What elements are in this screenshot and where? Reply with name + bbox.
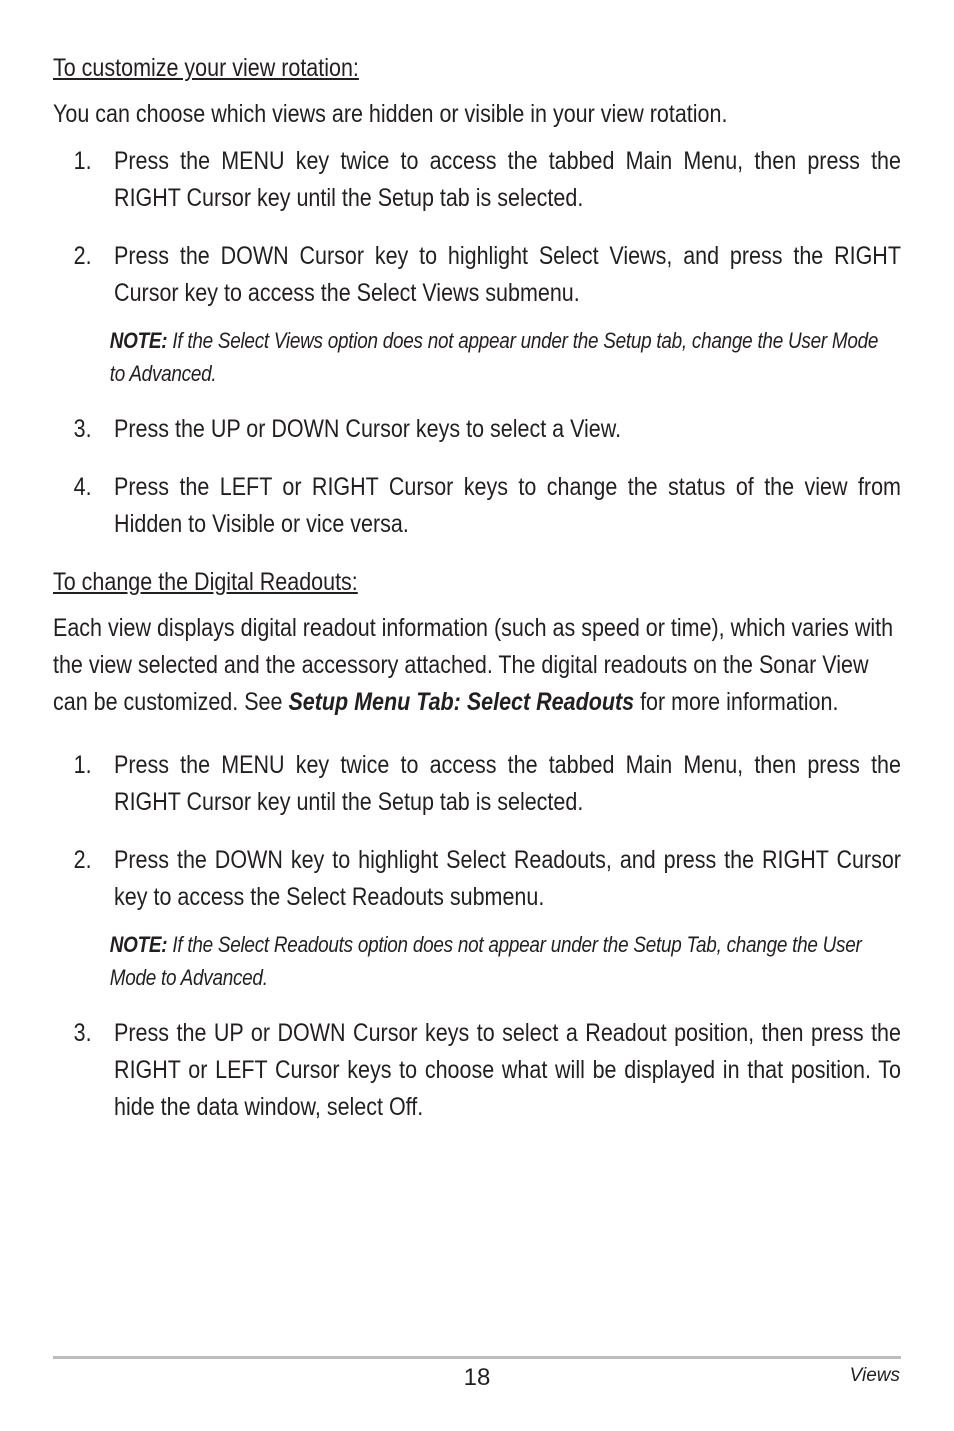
step-text: Press the DOWN key to highlight Select Readouts, and press the RIGHT Cursor key to access the Select Readouts submenu. (114, 846, 901, 911)
footer-section-name: Views (849, 1365, 900, 1386)
page-content (53, 42, 901, 1126)
step-text: Press the MENU key twice to access the tabbed Main Menu, then press the RIGHT Cursor key until the Setup tab is selected. (114, 147, 901, 212)
step-text: Press the MENU key twice to access the tabbed Main Menu, then press the RIGHT Cursor key until the Setup tab is selected. (114, 751, 901, 816)
step-text: Press the LEFT or RIGHT Cursor keys to change the status of the view from Hidden to Visible or vice versa. (114, 473, 901, 538)
steps-list (53, 747, 901, 1126)
step-number: 4. (73, 473, 92, 501)
step-number: 3. (73, 1019, 92, 1047)
section-heading-digital-readouts: To change the Digital Readouts: (53, 568, 358, 596)
note-text: If the Select Readouts option does not appear under the Setup Tab, change the User Mode to Advanced. (109, 932, 862, 990)
step-number: 3. (73, 415, 92, 443)
section-heading-view-rotation: To customize your view rotation: (53, 54, 359, 82)
note-text: If the Select Views option does not appear under the Setup tab, change the User Mode to Advanced. (109, 328, 879, 386)
step-number: 1. (73, 147, 92, 175)
page-number: 18 (463, 1364, 491, 1391)
note (53, 324, 897, 390)
intro-paragraph: You can choose which views are hidden or visible in your view rotation. (53, 100, 728, 128)
note-label: NOTE: (109, 932, 168, 957)
list-item (53, 238, 901, 312)
note-label: NOTE: (109, 328, 168, 353)
list-item (53, 143, 901, 217)
intro-text: Each view displays digital readout information (such as speed or time), which varies with the view selected and the accessory attached. The digital readouts on the Sonar View can be customized. See (53, 614, 894, 716)
step-text: Press the UP or DOWN Cursor keys to select a Readout position, then press the RIGHT or LEFT Cursor keys to choose what will be displayed in that position. To hide the data window, select Off. (114, 1019, 901, 1121)
cross-reference: Setup Menu Tab: Select Readouts (288, 688, 635, 716)
step-number: 2. (73, 846, 92, 874)
note (53, 928, 897, 994)
step-number: 2. (73, 242, 92, 270)
list-item (53, 1015, 901, 1126)
intro-text-end: for more information. (634, 688, 839, 716)
list-item (53, 411, 901, 448)
step-number: 1. (73, 751, 92, 779)
step-text: Press the DOWN Cursor key to highlight Select Views, and press the RIGHT Cursor key to access the Select Views submenu. (114, 242, 901, 307)
step-text: Press the UP or DOWN Cursor keys to select a View. (114, 415, 622, 443)
footer-divider (53, 1356, 901, 1359)
list-item (53, 747, 901, 821)
intro-paragraph (53, 610, 904, 721)
steps-list (53, 143, 901, 543)
list-item (53, 469, 901, 543)
list-item (53, 842, 901, 916)
